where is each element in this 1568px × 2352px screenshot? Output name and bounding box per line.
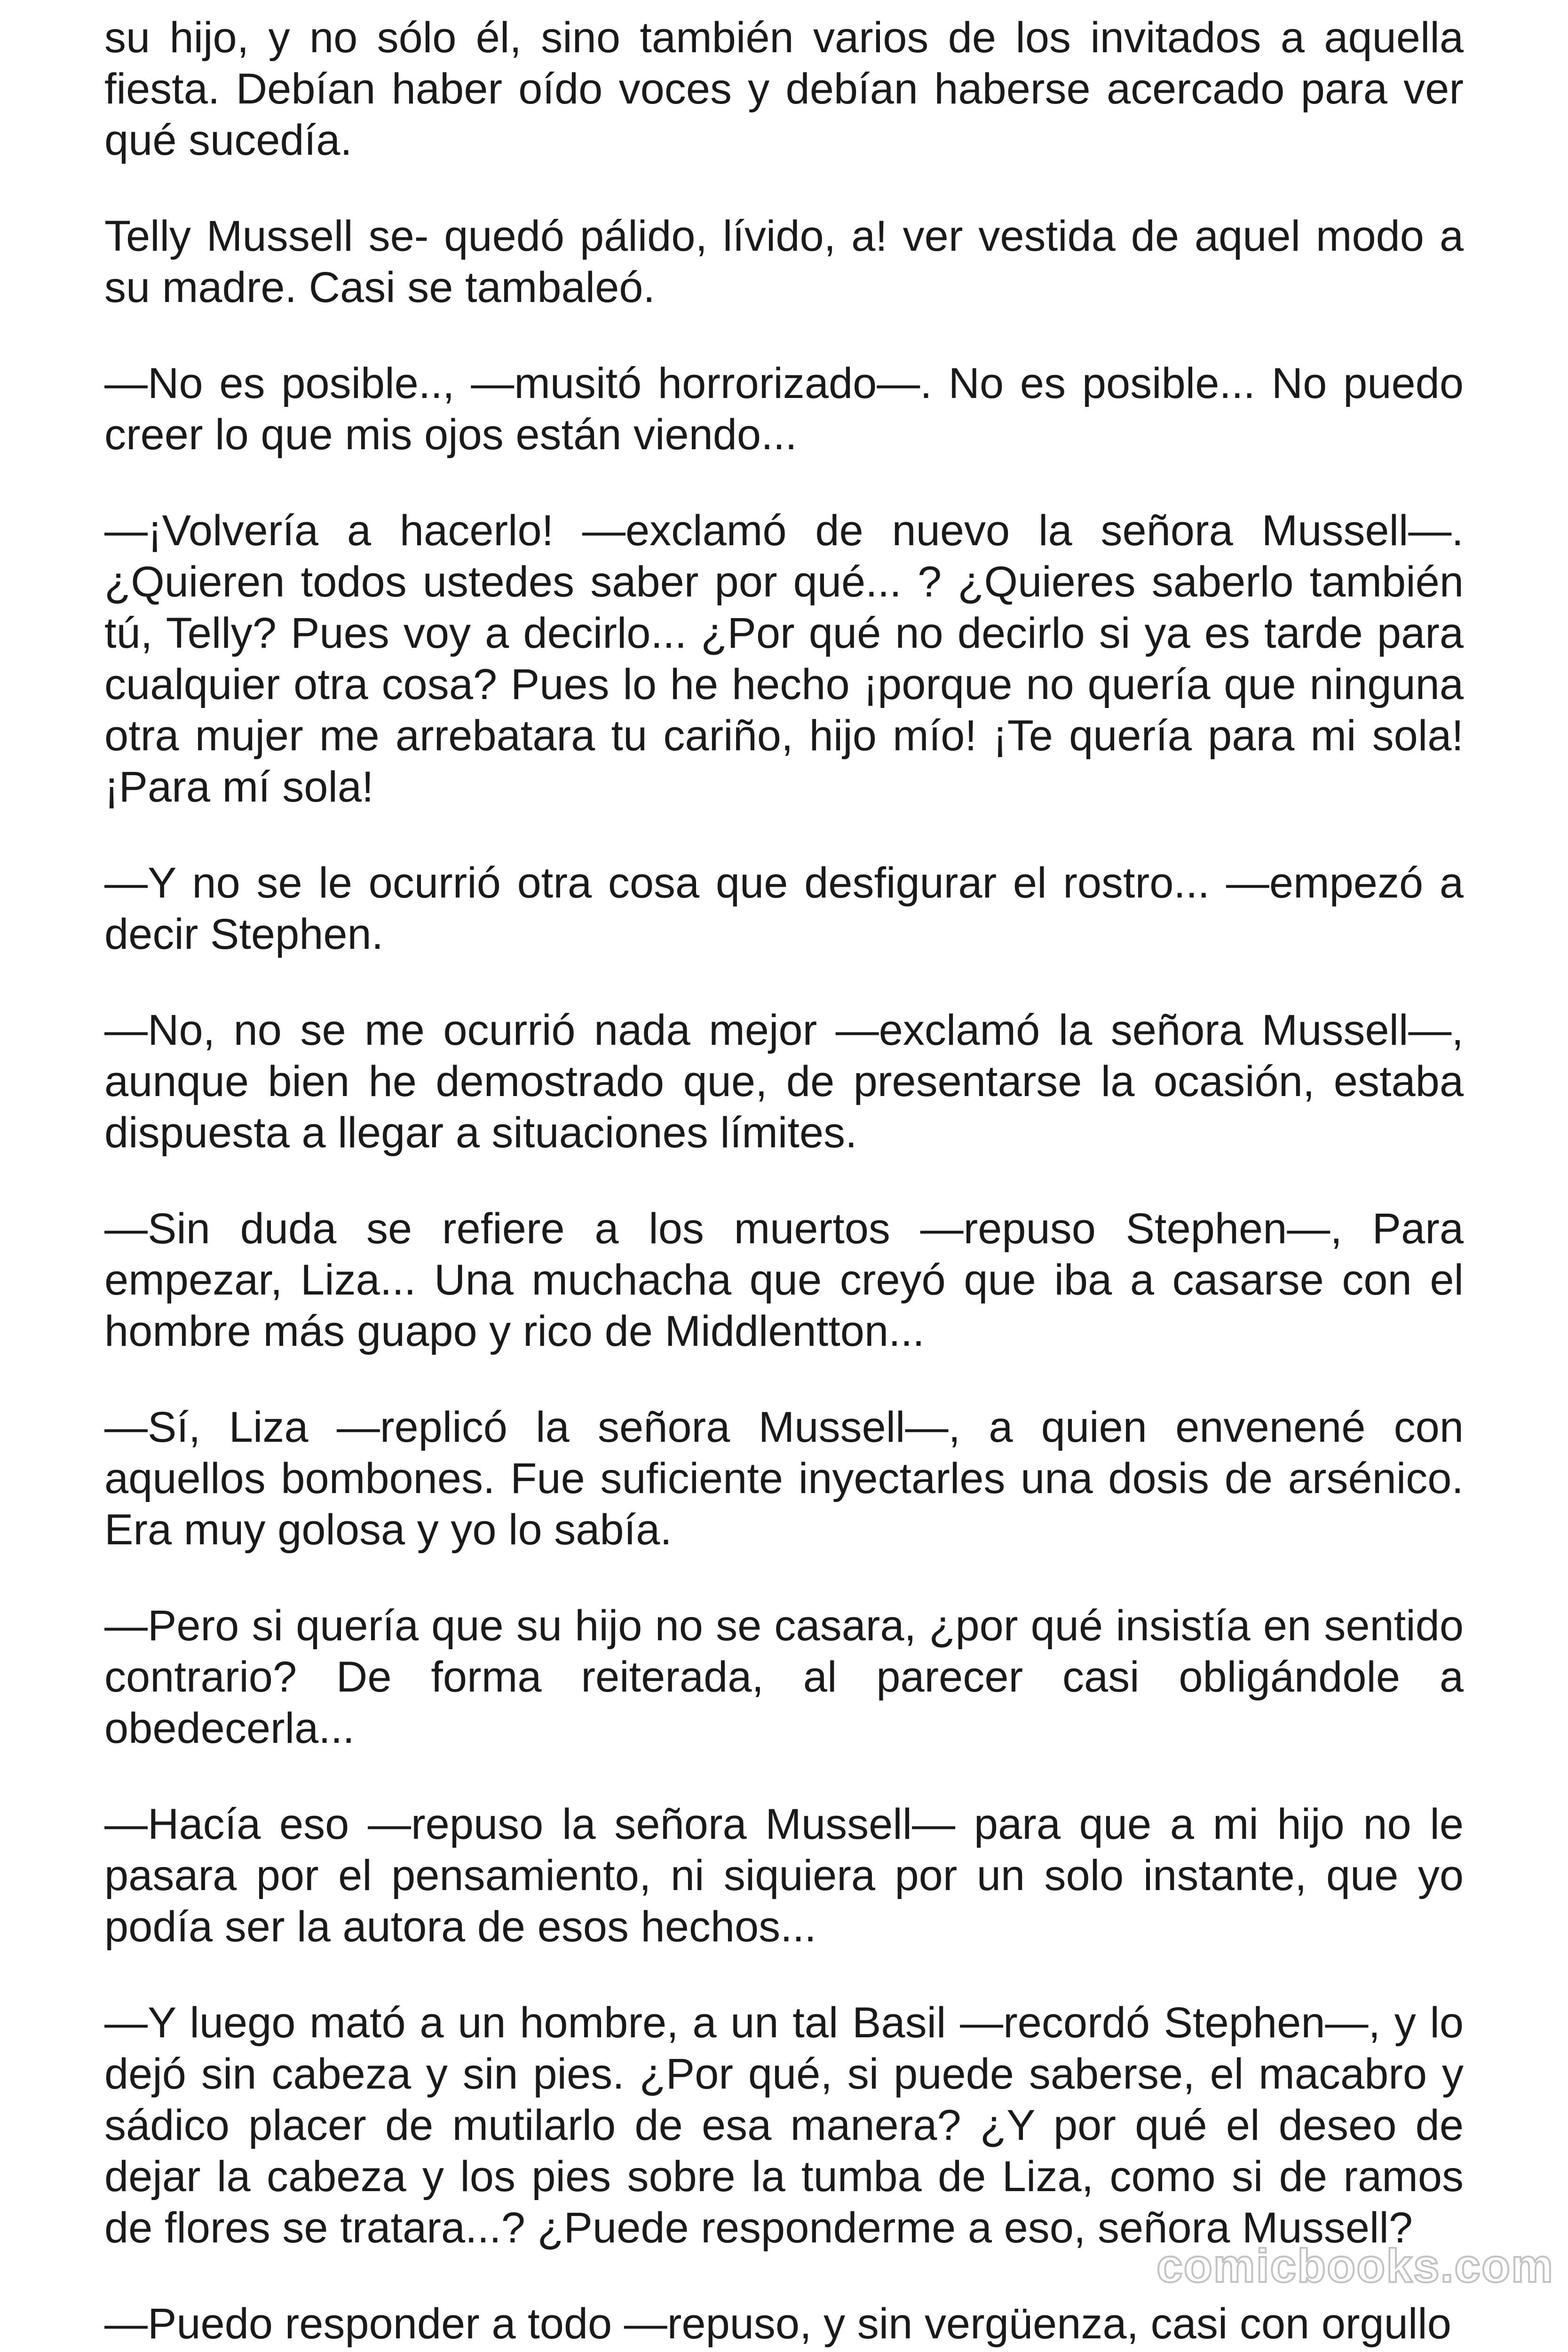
paragraph-9: —Pero si quería que su hijo no se casara, ¿por qué insistía en sentido contrario? De forma reiterada, al parecer casi obligándole a obedecerla... xyxy=(104,1602,1464,1752)
paragraph-8: —Sí, Liza —replicó la señora Mussell—, a quien envenené con aquellos bombones. Fue suficiente inyectarles una dosis de arsénico. Era muy golosa y yo lo sabía. xyxy=(104,1403,1464,1554)
paragraph-12: —Puedo responder a todo —repuso, y sin vergüenza, casi con orgullo xyxy=(104,2300,1451,2348)
paragraph-6: —No, no se me ocurrió nada mejor —exclamó la señora Mussell—, aunque bien he demostrado que, de presentarse la ocasión, estaba dispuesta a llegar a situaciones límites. xyxy=(104,1006,1464,1157)
paragraph-10: —Hacía eso —repuso la señora Mussell— para que a mi hijo no le pasara por el pensamiento, ni siquiera por un solo instante, que yo podía ser la autora de esos hechos... xyxy=(104,1800,1464,1951)
book-page-text xyxy=(104,12,1464,2352)
paragraph-11: —Y luego mató a un hombre, a un tal Basil —recordó Stephen—, y lo dejó sin cabeza y sin pies. ¿Por qué, si puede saberse, el macabro y sádico placer de mutilarlo de esa manera? ¿Y por qué el deseo de dejar la cabeza y los pies sobre la tumba de Liza, como si de ramos de flores se tratara...? ¿Puede responderme a eso, señora Mussell? xyxy=(104,1999,1464,2252)
paragraph-5: —Y no se le ocurrió otra cosa que desfigurar el rostro... —empezó a decir Stephen. xyxy=(104,859,1464,958)
paragraph-7: —Sin duda se refiere a los muertos —repuso Stephen—, Para empezar, Liza... Una muchacha que creyó que iba a casarse con el hombre más guapo y rico de Middlentton... xyxy=(104,1205,1464,1355)
paragraph-4: —¡Volvería a hacerlo! —exclamó de nuevo la señora Mussell—. ¿Quieren todos ustedes saber por qué... ? ¿Quieres saberlo también tú, Telly? Pues voy a decirlo... ¿Por qué no decirlo si ya es tarde para cualquier otra cosa? Pues lo he hecho ¡porque no quería que ninguna otra mujer me arrebatara tu cariño, hijo mío! ¡Te quería para mi sola! ¡Para mí sola! xyxy=(104,507,1464,811)
paragraph-1: su hijo, y no sólo él, sino también varios de los invitados a aquella fiesta. Debían haber oído voces y debían haberse acercado para ver qué sucedía. xyxy=(104,14,1464,164)
watermark-logo: comicbooks.com xyxy=(1156,2240,1554,2292)
paragraph-3: —No es posible.., —musitó horrorizado—. No es posible... No puedo creer lo que mis ojos están viendo... xyxy=(104,359,1464,459)
paragraph-2: Telly Mussell se- quedó pálido, lívido, a! ver vestida de aquel modo a su madre. Casi se tambaleó. xyxy=(104,212,1464,311)
